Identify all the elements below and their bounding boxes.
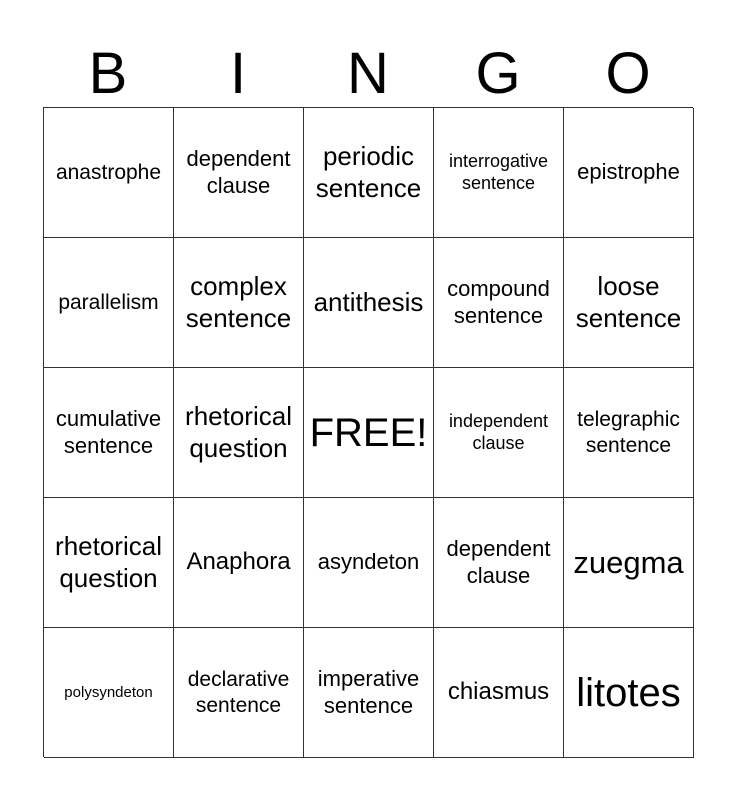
cell-label: dependent clause bbox=[446, 536, 551, 588]
cell-label: telegraphic sentence bbox=[577, 408, 680, 457]
bingo-cell[interactable] bbox=[174, 498, 304, 628]
cell-label: cumulative sentence bbox=[55, 406, 162, 458]
cell-label: polysyndeton bbox=[64, 683, 153, 701]
bingo-cell[interactable] bbox=[44, 628, 174, 758]
cell-label: independent clause bbox=[448, 410, 549, 453]
free-space-label: FREE! bbox=[309, 410, 428, 455]
bingo-cell[interactable] bbox=[434, 498, 564, 628]
header-letter-o: O bbox=[605, 41, 651, 106]
bingo-cell[interactable] bbox=[44, 498, 174, 628]
header-letter-g: G bbox=[475, 41, 521, 106]
bingo-board bbox=[43, 107, 693, 757]
bingo-cell[interactable] bbox=[564, 108, 694, 238]
cell-label: rhetorical question bbox=[55, 531, 162, 593]
bingo-cell[interactable] bbox=[304, 238, 434, 368]
header-letter-n: N bbox=[347, 41, 389, 106]
cell-label: interrogative sentence bbox=[448, 150, 549, 193]
bingo-cell[interactable] bbox=[434, 108, 564, 238]
bingo-cell[interactable] bbox=[304, 498, 434, 628]
cell-label: compound sentence bbox=[447, 276, 550, 328]
bingo-cell[interactable] bbox=[44, 108, 174, 238]
cell-label: declarative sentence bbox=[187, 668, 290, 717]
cell-label: Anaphora bbox=[186, 548, 291, 576]
bingo-cell[interactable] bbox=[434, 368, 564, 498]
cell-label: loose sentence bbox=[575, 271, 682, 333]
bingo-cell[interactable] bbox=[44, 368, 174, 498]
bingo-cell[interactable] bbox=[564, 628, 694, 758]
cell-label: asyndeton bbox=[317, 549, 420, 575]
bingo-cell[interactable] bbox=[174, 368, 304, 498]
cell-label: imperative sentence bbox=[317, 666, 420, 718]
cell-label: periodic sentence bbox=[315, 141, 422, 203]
bingo-cell[interactable] bbox=[564, 498, 694, 628]
bingo-cell[interactable] bbox=[564, 238, 694, 368]
bingo-cell[interactable] bbox=[174, 628, 304, 758]
cell-label: antithesis bbox=[313, 286, 424, 317]
bingo-cell[interactable] bbox=[304, 628, 434, 758]
cell-label: dependent clause bbox=[186, 146, 291, 198]
free-space[interactable] bbox=[304, 368, 434, 498]
cell-label: anastrophe bbox=[55, 160, 162, 184]
bingo-cell[interactable] bbox=[434, 628, 564, 758]
cell-label: complex sentence bbox=[185, 271, 292, 333]
cell-label: parallelism bbox=[58, 290, 159, 314]
header-letter-b: B bbox=[88, 41, 128, 106]
header-letter-i: I bbox=[229, 41, 247, 106]
cell-label: zuegma bbox=[573, 544, 684, 580]
cell-label: epistrophe bbox=[577, 159, 680, 185]
cell-label: chiasmus bbox=[447, 678, 550, 706]
cell-label: rhetorical question bbox=[185, 401, 292, 463]
bingo-cell[interactable] bbox=[174, 238, 304, 368]
bingo-cell[interactable] bbox=[304, 108, 434, 238]
bingo-cell[interactable] bbox=[174, 108, 304, 238]
bingo-cell[interactable] bbox=[44, 238, 174, 368]
cell-label: litotes bbox=[576, 670, 681, 715]
bingo-cell[interactable] bbox=[434, 238, 564, 368]
bingo-cell[interactable] bbox=[564, 368, 694, 498]
bingo-header bbox=[43, 40, 693, 108]
